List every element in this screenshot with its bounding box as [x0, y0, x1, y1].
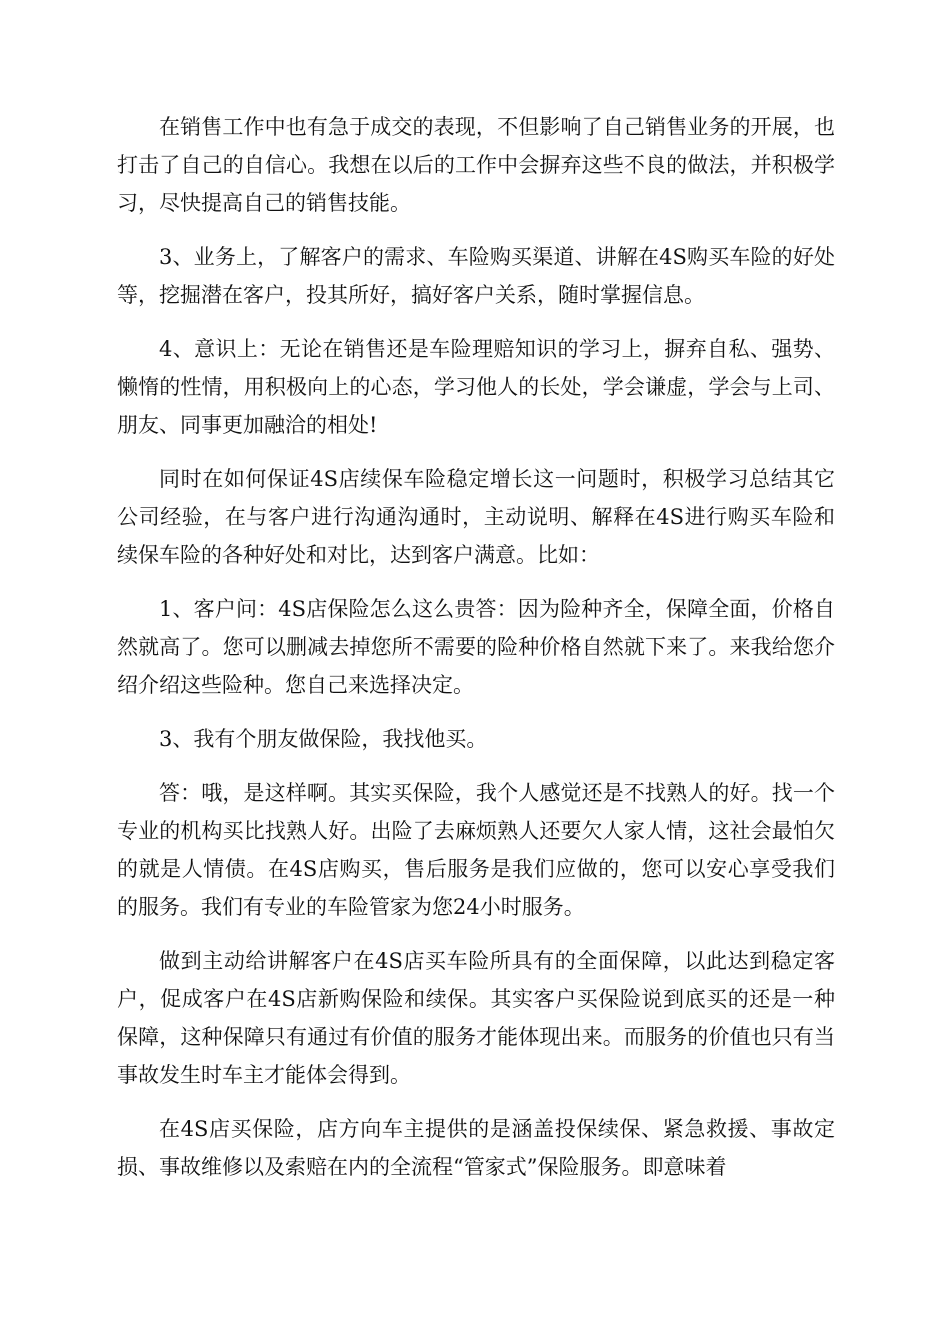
paragraph-renewal-growth: 同时在如何保证4S店续保车险稳定增长这一问题时，积极学习总结其它公司经验，在与客户进行沟通沟通时，主动说明、解释在4S进行购买车险和续保车险的各种好处和对比，达到客户满意。比如：	[117, 467, 835, 567]
paragraph-faq-friend: 3、我有个朋友做保险，我找他买。	[159, 727, 488, 751]
paragraph-business: 3、业务上，了解客户的需求、车险购买渠道、讲解在4S购买车险的好处等，挖掘潜在客户，投其所好，搞好客户关系，随时掌握信息。	[117, 245, 835, 307]
paragraph-awareness: 4、意识上：无论在销售还是车险理赔知识的学习上，摒弃自私、强势、懒惰的性情，用积极向上的心态，学习他人的长处，学会谦虚，学会与上司、朋友、同事更加融洽的相处!	[117, 337, 835, 437]
paragraph-faq-answer: 答：哦，是这样啊。其实买保险，我个人感觉还是不找熟人的好。找一个专业的机构买比找熟人好。出险了去麻烦熟人还要欠人家人情，这社会最怕欠的就是人情债。在4S店购买，售后服务是我们应做的，您可以安心享受我们的服务。我们有专业的车险管家为您24小时服务。	[117, 781, 835, 919]
paragraph-sales-haste: 在销售工作中也有急于成交的表现，不但影响了自己销售业务的开展，也打击了自己的自信心。我想在以后的工作中会摒弃这些不良的做法，并积极学习，尽快提高自己的销售技能。	[117, 115, 835, 215]
paragraph-faq-price: 1、客户问：4S店保险怎么这么贵答：因为险种齐全，保障全面，价格自然就高了。您可以删减去掉您所不需要的险种价格自然就下来了。来我给您介绍介绍这些险种。您自己来选择决定。	[117, 597, 835, 697]
paragraph-full-coverage: 做到主动给讲解客户在4S店买车险所具有的全面保障，以此达到稳定客户，促成客户在4S店新购保险和续保。其实客户买保险说到底买的还是一种保障，这种保障只有通过有价值的服务才能体现出来。而服务的价值也只有当事故发生时车主才能体会得到。	[117, 949, 835, 1087]
document-body	[117, 108, 835, 1202]
paragraph-butler-service: 在4S店买保险，店方向车主提供的是涵盖投保续保、紧急救援、事故定损、事故维修以及索赔在内的全流程“管家式”保险服务。即意味着	[117, 1117, 835, 1179]
